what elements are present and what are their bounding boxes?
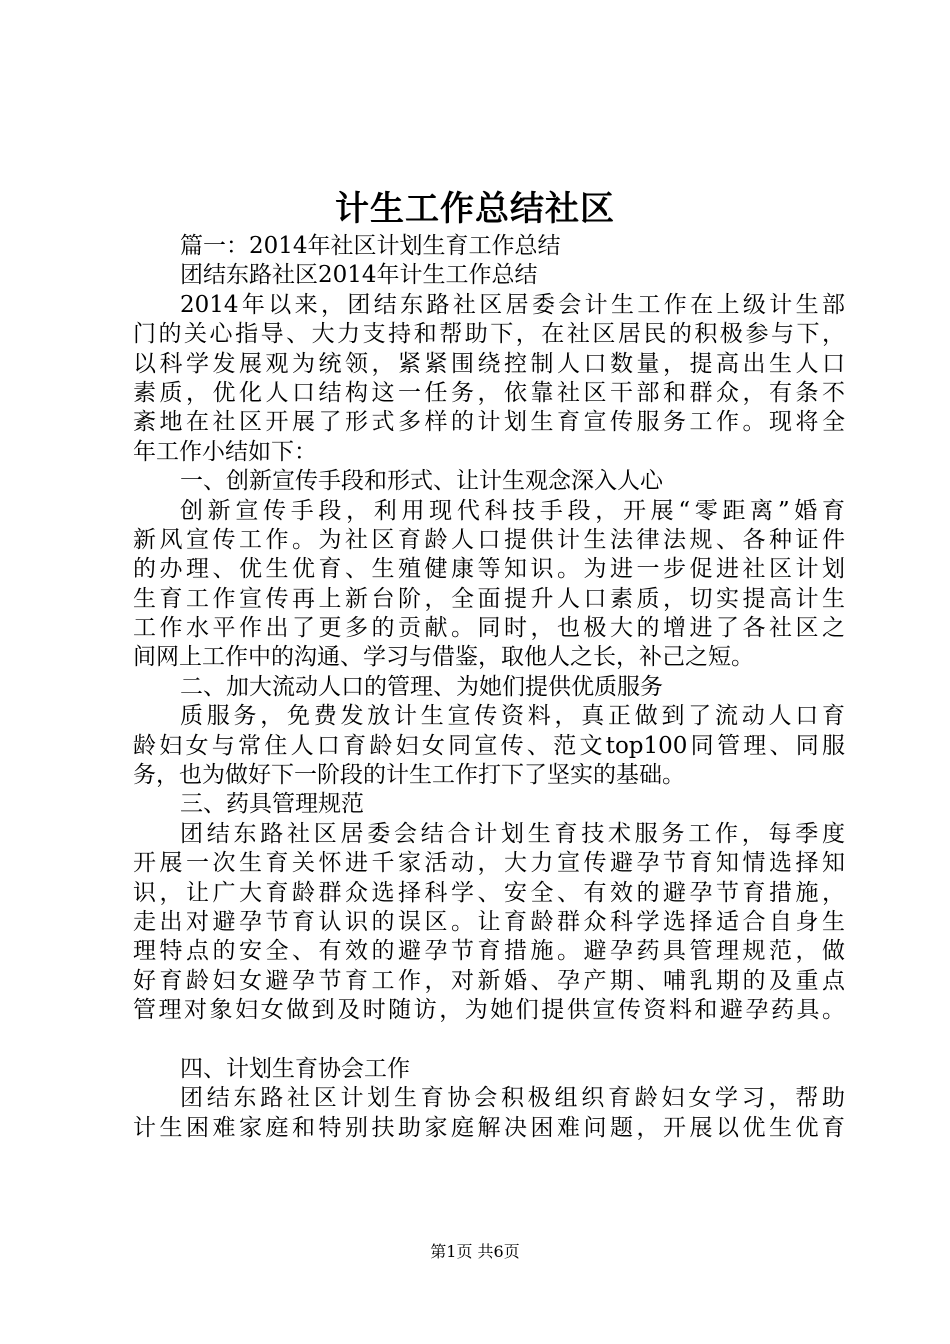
text-line: 以科学发展观为统领，紧紧围绕控制人口数量，提高出生人口 bbox=[133, 350, 845, 377]
text-line: 计生困难家庭和特别扶助家庭解决困难问题，开展以优生优育 bbox=[133, 1114, 845, 1141]
text-line: 团结东路社区2014年计生工作总结 bbox=[180, 262, 538, 289]
text-line: 龄妇女与常住人口育龄妇女同宣传、范文top100同管理、同服 bbox=[133, 732, 845, 759]
text-line: 2014年以来，团结东路社区居委会计生工作在上级计生部 bbox=[180, 291, 845, 318]
document-title: 计生工作总结社区 bbox=[335, 189, 615, 229]
text-line: 好育龄妇女避孕节育工作，对新婚、孕产期、哺乳期的及重点 bbox=[133, 967, 845, 994]
text-line: 二、加大流动人口的管理、为她们提供优质服务 bbox=[180, 673, 663, 700]
text-line: 创新宣传手段，利用现代科技手段，开展“零距离”婚育 bbox=[180, 497, 845, 524]
text-line: 素质，优化人口结构这一任务，依靠社区干部和群众，有条不 bbox=[133, 379, 845, 406]
text-line: 工作水平作出了更多的贡献。同时，也极大的增进了各社区之 bbox=[133, 615, 845, 642]
text-line: 务，也为做好下一阶段的计生工作打下了坚实的基础。 bbox=[133, 762, 685, 789]
text-line: 的办理、优生优育、生殖健康等知识。为进一步促进社区计划 bbox=[133, 556, 845, 583]
text-line: 四、计划生育协会工作 bbox=[180, 1055, 410, 1082]
text-line: 三、药具管理规范 bbox=[180, 791, 364, 818]
text-line: 团结东路社区居委会结合计划生育技术服务工作，每季度 bbox=[180, 820, 845, 847]
text-line: 开展一次生育关怀进千家活动，大力宣传避孕节育知情选择知 bbox=[133, 850, 845, 877]
text-line: 识，让广大育龄群众选择科学、安全、有效的避孕节育措施， bbox=[133, 879, 845, 906]
text-line: 一、创新宣传手段和形式、让计生观念深入人心 bbox=[180, 468, 663, 495]
text-line: 间网上工作中的沟通、学习与借鉴，取他人之长，补己之短。 bbox=[133, 644, 754, 671]
text-line: 新风宣传工作。为社区育龄人口提供计生法律法规、各种证件 bbox=[133, 526, 845, 553]
text-line: 门的关心指导、大力支持和帮助下，在社区居民的积极参与下， bbox=[133, 321, 845, 348]
blank-line bbox=[133, 1026, 845, 1055]
document-body bbox=[133, 232, 845, 1143]
text-line: 理特点的安全、有效的避孕节育措施。避孕药具管理规范，做 bbox=[133, 938, 845, 965]
text-line: 生育工作宣传再上新台阶，全面提升人口素质，切实提高计生 bbox=[133, 585, 845, 612]
page-footer: 第1页 共6页 bbox=[430, 1242, 520, 1261]
text-line: 紊地在社区开展了形式多样的计划生育宣传服务工作。现将全 bbox=[133, 409, 845, 436]
text-line: 篇一：2014年社区计划生育工作总结 bbox=[180, 233, 561, 259]
text-line: 走出对避孕节育认识的误区。让育龄群众科学选择适合自身生 bbox=[133, 908, 845, 935]
text-line: 团结东路社区计划生育协会积极组织育龄妇女学习，帮助 bbox=[180, 1085, 845, 1112]
text-line: 质服务，免费发放计生宣传资料，真正做到了流动人口育 bbox=[180, 703, 845, 730]
text-line: 年工作小结如下： bbox=[133, 438, 317, 465]
text-line: 管理对象妇女做到及时随访，为她们提供宣传资料和避孕药具。 bbox=[133, 997, 845, 1024]
